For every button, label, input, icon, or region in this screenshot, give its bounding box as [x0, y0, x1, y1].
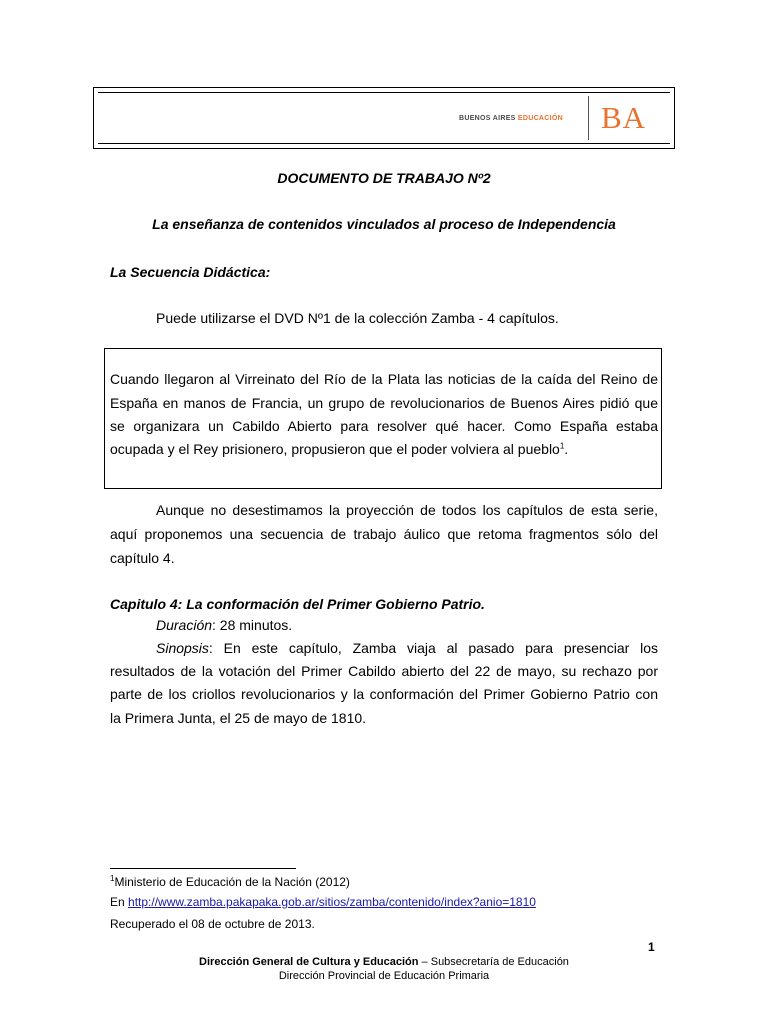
intro-text: Puede utilizarse el DVD Nº1 de la colección Zamba - 4 capítulos. [156, 310, 559, 326]
page-number: 1 [648, 940, 655, 954]
quote-line: se organizara un Cabildo Abierto para resolver qué hacer. Como España estaba [110, 418, 658, 434]
buenos-aires-educacion-logo-text: BUENOS AIRES EDUCACIÓN [459, 115, 563, 122]
footer-org: Dirección General de Cultura y Educación – Subsecretaría de Educación [199, 956, 569, 968]
paragraph-line: capítulo 4. [110, 550, 175, 566]
synopsis-line: resultados de la votación del Primer Cabildo abierto del 22 de mayo, su rechazo por [110, 663, 658, 679]
header-rule-bottom [98, 143, 670, 144]
quote-line: Cuando llegaron al Virreinato del Río de la Plata las noticias de la caída del Reino de [110, 371, 658, 387]
ba-logo: BA [601, 100, 647, 135]
quote-line: España en manos de Francia, un grupo de revolucionarios de Buenos Aires pidió que [110, 395, 658, 411]
logo-separator [588, 96, 589, 140]
footnote-line: Recuperado el 08 de octubre de 2013. [110, 917, 315, 931]
footer-division: Dirección Provincial de Educación Primaria [278, 970, 490, 982]
footnote-line: En http://www.zamba.pakapaka.gob.ar/sitios/zamba/contenido/index?anio=1810 [110, 895, 536, 909]
quote-line-last: ocupada y el Rey prisionero, propusieron que el poder volviera al pueblo$^1$. [110, 441, 569, 457]
header-rule-top [98, 92, 670, 93]
synopsis-line: Sinopsis: En este capítulo, Zamba viaja al pasado para presenciar los [156, 640, 658, 656]
synopsis-line: la Primera Junta, el 25 de mayo de 1810. [110, 710, 367, 726]
chapter-heading: Capitulo 4: La conformación del Primer Gobierno Patrio. [110, 596, 485, 612]
footnote-reference: 1 [559, 441, 565, 451]
section-heading: La Secuencia Didáctica: [110, 264, 271, 280]
document-subtitle: La enseñanza de contenidos vinculados al proceso de Independencia [152, 216, 616, 232]
source-link[interactable]: http://www.zamba.pakapaka.gob.ar/sitios/zamba/contenido/index?anio=1810 [128, 895, 536, 909]
paragraph-line: aquí proponemos una secuencia de trabajo áulico que retoma fragmentos sólo del [110, 526, 658, 542]
synopsis-line: parte de los criollos revolucionarios y la conformación del Primer Gobierno Patrio con [110, 686, 658, 702]
footnote-separator [110, 868, 296, 869]
paragraph-line: Aunque no desestimamos la proyección de todos los capítulos de esta serie, [156, 502, 658, 518]
header-banner [93, 87, 675, 149]
document-title: DOCUMENTO DE TRABAJO Nº2 [277, 170, 491, 186]
footnote-line: $^1$Ministerio de Educación de la Nación (2012) [110, 874, 350, 889]
duration-line: Duración: 28 minutos. [156, 617, 293, 633]
